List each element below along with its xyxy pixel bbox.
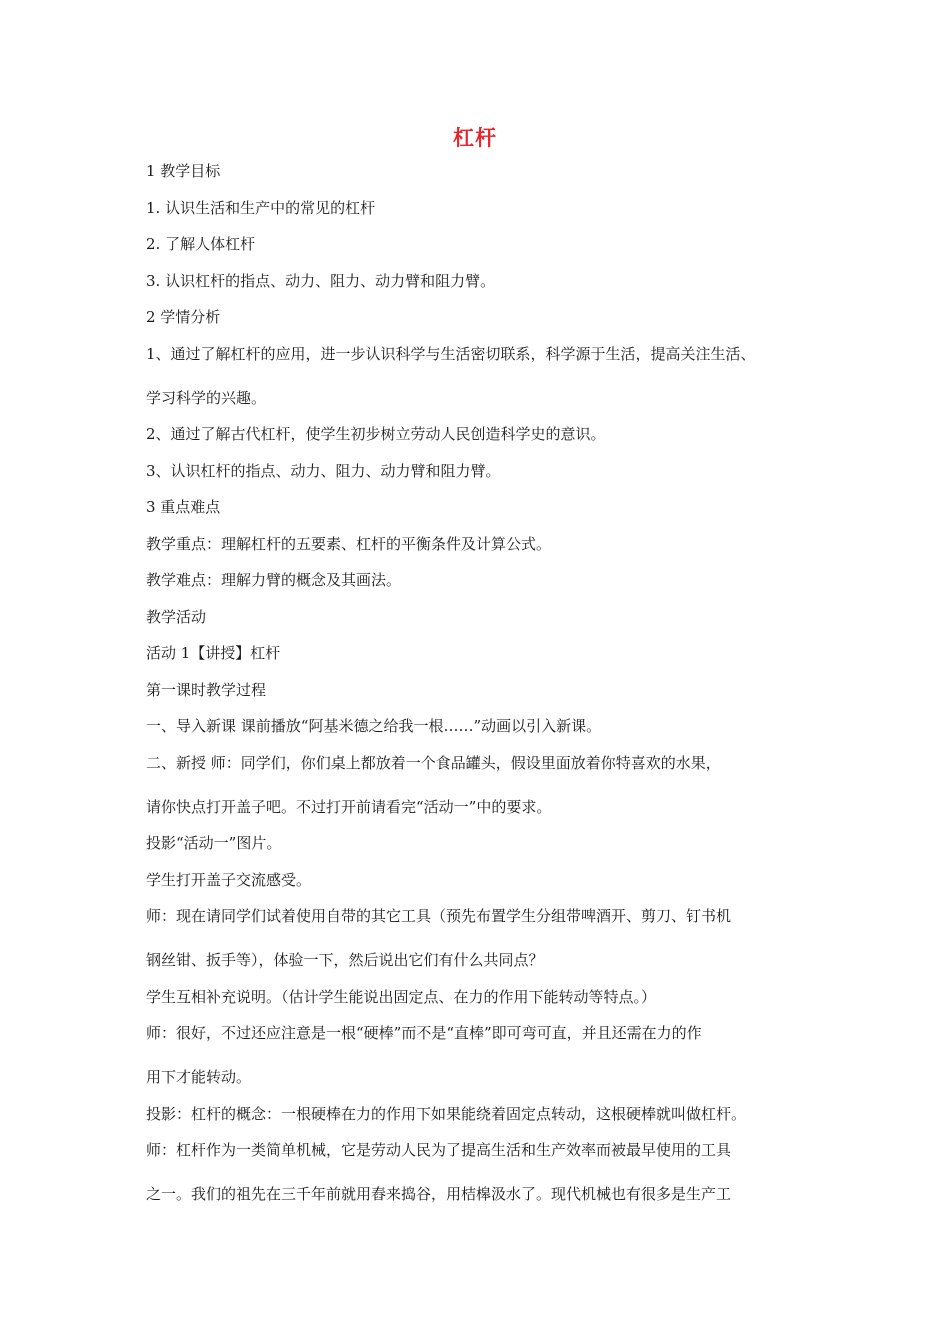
text-line: 1 教学目标 — [146, 162, 221, 180]
text-line: 钢丝钳、扳手等），体验一下，然后说出它们有什么共同点？ — [146, 951, 544, 969]
text-line: 3. 认识杠杆的指点、动力、阻力、动力臂和阻力臂。 — [146, 271, 496, 290]
text-line: 师：很好，不过还应注意是一根“硬棒”而不是“直棒”即可弯可直，并且还需在力的作 — [146, 1024, 702, 1042]
text-line: 教学重点：理解杠杆的五要素、杠杆的平衡条件及计算公式。 — [146, 534, 552, 553]
text-line: 教学难点：理解力臂的概念及其画法。 — [146, 571, 402, 589]
document-title: 杠杆 — [453, 126, 497, 150]
text-line: 1. 认识生活和生产中的常见的杠杆 — [146, 198, 376, 217]
text-line: 投影：杠杆的概念：一根硬棒在力的作用下如果能绕着固定点转动，这根硬棒就叫做杠杆。 — [146, 1104, 747, 1123]
text-line: 2 学情分析 — [146, 308, 221, 326]
text-line: 学习科学的兴趣。 — [146, 388, 267, 407]
text-line: 3 重点难点 — [146, 498, 221, 516]
text-line: 二、新授 师：同学们，你们桌上都放着一个食品罐头，假设里面放着你特喜欢的水果， — [146, 753, 721, 772]
text-line: 1、通过了解杠杆的应用，进一步认识科学与生活密切联系，科学源于生活，提高关注生活、 — [146, 344, 756, 363]
text-line: 学生互相补充说明。（估计学生能说出固定点、在力的作用下能转动等特点。） — [146, 987, 657, 1006]
text-line: 活动 1【讲授】杠杆 — [146, 644, 281, 662]
text-line: 第一课时教学过程 — [146, 680, 267, 699]
text-line: 师：现在请同学们试着使用自带的其它工具（预先布置学生分组带啤酒开、剪刀、钉书机 — [146, 907, 732, 925]
text-line: 一、导入新课 课前播放“阿基米德之给我一根……”动画以引入新课。 — [146, 717, 602, 735]
text-line: 3、认识杠杆的指点、动力、阻力、动力臂和阻力臂。 — [146, 461, 501, 480]
text-line: 投影“活动一”图片。 — [146, 834, 282, 852]
document-body — [146, 160, 826, 1220]
text-line: 2、通过了解古代杠杆，使学生初步树立劳动人民创造科学史的意识。 — [146, 425, 606, 443]
text-line: 之一。我们的祖先在三千年前就用舂来捣谷，用桔槔汲水了。现代机械也有很多是生产工 — [146, 1185, 732, 1203]
text-line: 师：杠杆作为一类简单机械，它是劳动人民为了提高生活和生产效率而被最早使用的工具 — [146, 1141, 732, 1159]
text-line: 2. 了解人体杠杆 — [146, 235, 256, 253]
text-line: 请你快点打开盖子吧。不过打开前请看完“活动一”中的要求。 — [146, 797, 552, 816]
text-line: 教学活动 — [146, 607, 207, 626]
text-line: 用下才能转动。 — [146, 1068, 252, 1086]
text-line: 学生打开盖子交流感受。 — [146, 870, 312, 889]
